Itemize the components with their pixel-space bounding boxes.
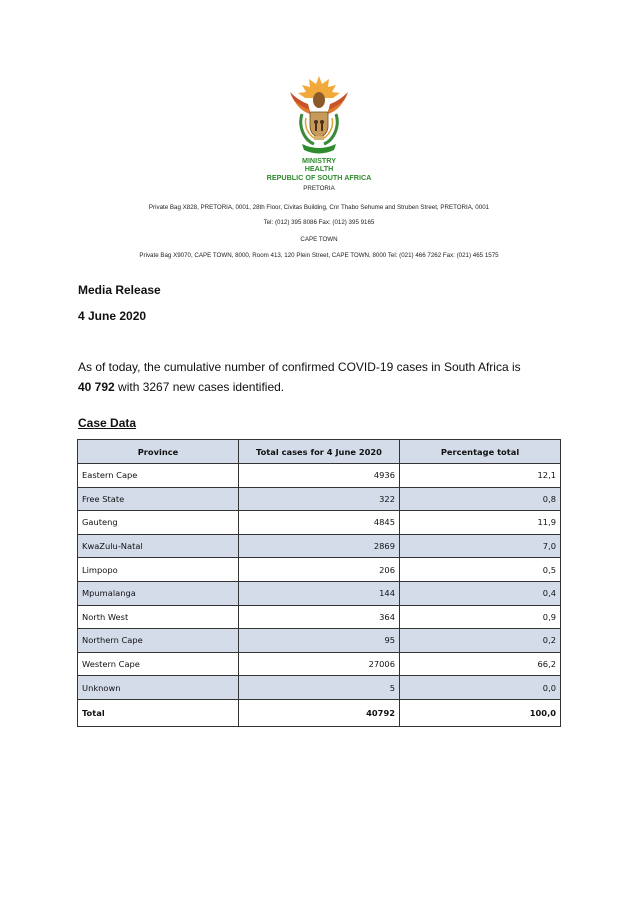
- office2-address: Private Bag X9070, CAPE TOWN, 8000, Room 413, 120 Plein Street, CAPE TOWN, 8000 Tel: (021) 466 7262 Fax: (021) 465 1575: [139, 252, 499, 259]
- release-paragraph: [78, 357, 558, 397]
- office1-address: Private Bag X828, PRETORIA, 0001, 28th Floor, Civitas Building, Cnr Thabo Sehume and Struben Street, PRETORIA, 0001: [148, 204, 490, 211]
- province-cell: Unknown: [78, 676, 239, 700]
- pct-cell: 12,1: [400, 464, 561, 488]
- coat-of-arms-logo: [284, 74, 354, 158]
- pct-cell: 66,2: [400, 652, 561, 676]
- pct-cell: 0,4: [400, 581, 561, 605]
- office1-phone: Tel: (012) 395 8086 Fax: (012) 395 9165: [263, 219, 375, 226]
- province-cell: Eastern Cape: [78, 464, 239, 488]
- ministry-line: REPUBLIC OF SOUTH AFRICA: [266, 172, 372, 182]
- cases-cell: 144: [239, 581, 400, 605]
- cases-cell: 4936: [239, 464, 400, 488]
- pct-cell: 0,2: [400, 629, 561, 653]
- table-row: [78, 487, 561, 511]
- table-header-row: [78, 440, 561, 464]
- pct-cell: 0,9: [400, 605, 561, 629]
- total-label: Total: [78, 699, 239, 726]
- case-data-title: Case Data: [78, 416, 137, 430]
- table-row: [78, 534, 561, 558]
- pct-cell: 7,0: [400, 534, 561, 558]
- total-pct: 100,0: [400, 699, 561, 726]
- province-cell: Northern Cape: [78, 629, 239, 653]
- province-cell: KwaZulu-Natal: [78, 534, 239, 558]
- release-type: Media Release: [78, 283, 161, 297]
- office2-city: CAPE TOWN: [300, 236, 338, 243]
- table-row: [78, 511, 561, 535]
- table-row: [78, 605, 561, 629]
- ministry-name: [0, 157, 638, 182]
- pct-cell: 0,8: [400, 487, 561, 511]
- province-cell: Mpumalanga: [78, 581, 239, 605]
- table-total-row: [78, 699, 561, 726]
- province-cell: Free State: [78, 487, 239, 511]
- header-total-cases: Total cases for 4 June 2020: [239, 440, 400, 464]
- table-row: [78, 581, 561, 605]
- paragraph-rest: with 3267 new cases identified.: [114, 380, 285, 394]
- release-date: 4 June 2020: [78, 309, 147, 323]
- ministry-line: MINISTRY: [301, 156, 337, 165]
- header-province: Province: [78, 440, 239, 464]
- office1-city: PRETORIA: [303, 185, 335, 192]
- table-row: [78, 558, 561, 582]
- table-row: [78, 676, 561, 700]
- total-cases: 40792: [239, 699, 400, 726]
- cases-cell: 95: [239, 629, 400, 653]
- cases-cell: 322: [239, 487, 400, 511]
- cases-cell: 5: [239, 676, 400, 700]
- province-cell: Limpopo: [78, 558, 239, 582]
- province-cell: Gauteng: [78, 511, 239, 535]
- ministry-line: HEALTH: [304, 164, 334, 174]
- province-cell: North West: [78, 605, 239, 629]
- pct-cell: 11,9: [400, 511, 561, 535]
- cases-cell: 364: [239, 605, 400, 629]
- pct-cell: 0,0: [400, 676, 561, 700]
- paragraph-line1: As of today, the cumulative number of confirmed COVID-19 cases in South Africa is: [78, 360, 521, 374]
- pct-cell: 0,5: [400, 558, 561, 582]
- cumulative-cases: 40 792: [78, 380, 115, 394]
- header-percentage: Percentage total: [400, 440, 561, 464]
- cases-cell: 4845: [239, 511, 400, 535]
- table-row: [78, 629, 561, 653]
- cases-cell: 206: [239, 558, 400, 582]
- table-row: [78, 464, 561, 488]
- cases-cell: 2869: [239, 534, 400, 558]
- province-cell: Western Cape: [78, 652, 239, 676]
- cases-cell: 27006: [239, 652, 400, 676]
- case-data-table: [77, 439, 561, 727]
- table-row: [78, 652, 561, 676]
